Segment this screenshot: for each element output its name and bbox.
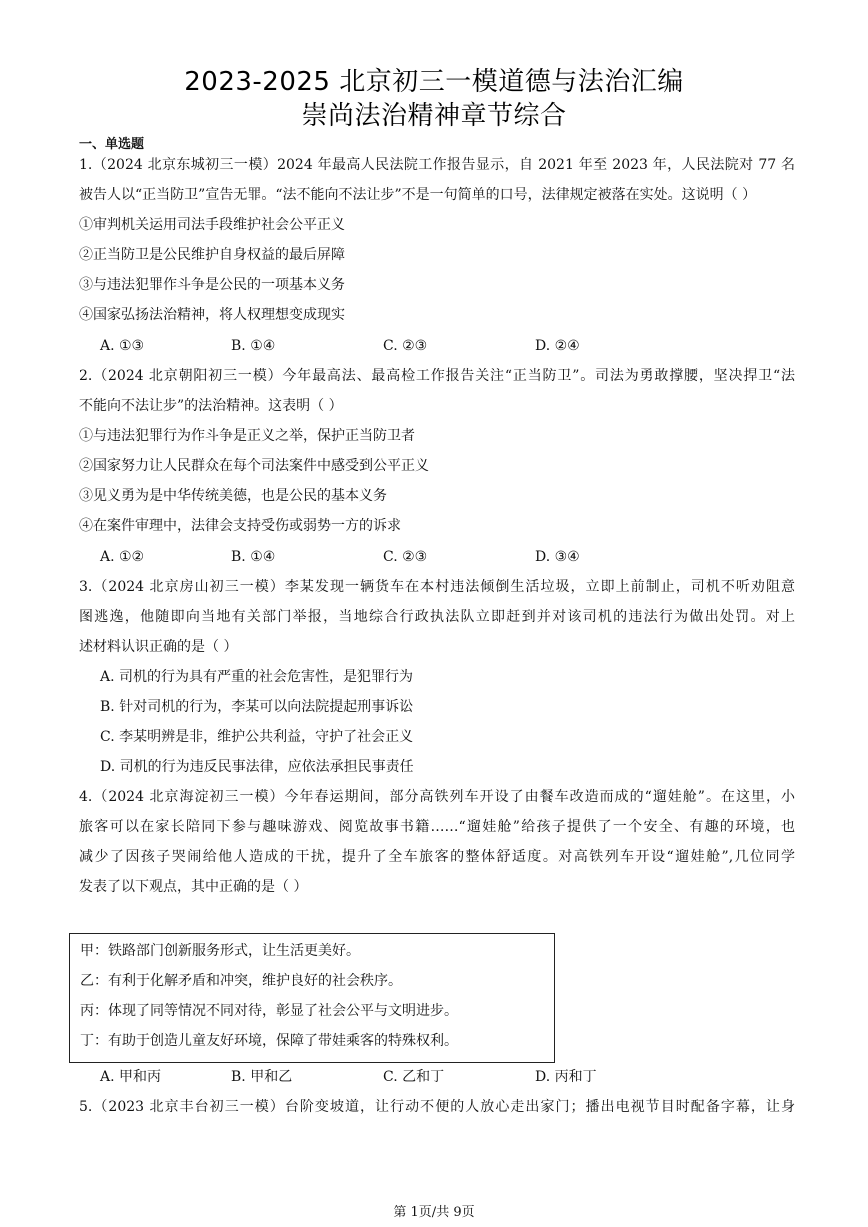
q2-choice-d: D. ③④: [535, 549, 580, 565]
q4-choice-d: D. 丙和丁: [535, 1069, 597, 1085]
q3-option-a: A. 司机的行为具有严重的社会危害性，是犯罪行为: [100, 669, 414, 685]
q2-statement-3: ③见义勇为是中华传统美德，也是公民的基本义务: [79, 488, 387, 504]
q2-choice-b: B. ①④: [231, 549, 276, 565]
page-number-footer: 第 1页/共 9页: [393, 1205, 475, 1220]
q1-statement-4: ④国家弘扬法治精神，将人权理想变成现实: [79, 307, 345, 323]
q4-viewpoints-box: [69, 933, 555, 1063]
q3-option-c: C. 李某明辨是非，维护公共利益，守护了社会正义: [100, 729, 414, 745]
q1-statement-2: ②正当防卫是公民维护自身权益的最后屏障: [79, 247, 345, 263]
q3-option-b: B. 针对司机的行为，李某可以向法院提起刑事诉讼: [100, 699, 414, 715]
q4-stem-line-3: 减少了因孩子哭闹给他人造成的干扰，提升了全车旅客的整体舒适度。对高铁列车开设“遛娃舱”,几位同学: [79, 849, 795, 865]
q4-choice-c: C. 乙和丁: [383, 1069, 445, 1085]
q4-viewpoint-bing: 丙：体现了同等情况不同对待，彰显了社会公平与文明进步。: [80, 1003, 458, 1019]
q5-stem-line-1: 5.（2023 北京丰台初三一模）台阶变坡道，让行动不便的人放心走出家门；播出电视节目时配备字幕，让身: [79, 1099, 795, 1115]
document-title: 2023-2025 北京初三一模道德与法治汇编: [184, 67, 684, 97]
q1-statement-1: ①审判机关运用司法手段维护社会公平正义: [79, 217, 345, 233]
section-heading: 一、单选题: [79, 137, 145, 152]
q4-choice-b: B. 甲和乙: [231, 1069, 293, 1085]
q4-stem-line-2: 旅客可以在家长陪同下参与趣味游戏、阅览故事书籍……“遛娃舱”给孩子提供了一个安全、有趣的环境，也: [79, 819, 795, 835]
q3-option-d: D. 司机的行为违反民事法律，应依法承担民事责任: [100, 759, 414, 775]
q4-viewpoint-ding: 丁：有助于创造儿童友好环境，保障了带娃乘客的特殊权利。: [80, 1033, 458, 1049]
q4-viewpoint-yi: 乙：有利于化解矛盾和冲突，维护良好的社会秩序。: [80, 973, 402, 989]
q4-stem-line-4: 发表了以下观点，其中正确的是（ ）: [79, 879, 308, 895]
q1-choice-a: A. ①③: [100, 338, 145, 354]
q1-choice-b: B. ①④: [231, 338, 276, 354]
q2-statement-1: ①与违法犯罪行为作斗争是正义之举，保护正当防卫者: [79, 428, 415, 444]
q2-statement-4: ④在案件审理中，法律会支持受伤或弱势一方的诉求: [79, 518, 401, 534]
q1-stem-line-1: 1.（2024 北京东城初三一模）2024 年最高人民法院工作报告显示，自 2021 年至 2023 年，人民法院对 77 名: [79, 157, 795, 173]
q4-viewpoint-jia: 甲：铁路部门创新服务形式，让生活更美好。: [80, 943, 360, 959]
q2-choice-c: C. ②③: [383, 549, 428, 565]
q2-stem-line-1: 2.（2024 北京朝阳初三一模）今年最高法、最高检工作报告关注“正当防卫”。司法为勇敢撑腰，坚决捍卫“法: [79, 368, 795, 384]
document-subtitle: 崇尚法治精神章节综合: [301, 101, 567, 131]
q1-statement-3: ③与违法犯罪作斗争是公民的一项基本义务: [79, 277, 345, 293]
q2-stem-line-2: 不能向不法让步”的法治精神。这表明（ ）: [79, 398, 343, 414]
q4-choice-a: A. 甲和丙: [100, 1069, 162, 1085]
q4-stem-line-1: 4.（2024 北京海淀初三一模）今年春运期间，部分高铁列车开设了由餐车改造而成的“遛娃舱”。在这里，小: [79, 789, 795, 805]
q1-choice-d: D. ②④: [535, 338, 580, 354]
q2-choice-a: A. ①②: [100, 549, 145, 565]
q3-stem-line-3: 述材料认识正确的是（ ）: [79, 639, 238, 655]
q1-stem-line-2: 被告人以“正当防卫”宣告无罪。“法不能向不法让步”不是一句简单的口号，法律规定被落在实处。这说明（ ）: [79, 187, 757, 203]
q3-stem-line-2: 图逃逸，他随即向当地有关部门举报，当地综合行政执法队立即赶到并对该司机的违法行为做出处罚。对上: [79, 609, 795, 625]
q1-choice-c: C. ②③: [383, 338, 428, 354]
q2-statement-2: ②国家努力让人民群众在每个司法案件中感受到公平正义: [79, 458, 429, 474]
q3-stem-line-1: 3.（2024 北京房山初三一模）李某发现一辆货车在本村违法倾倒生活垃圾，立即上前制止，司机不听劝阻意: [79, 579, 795, 595]
